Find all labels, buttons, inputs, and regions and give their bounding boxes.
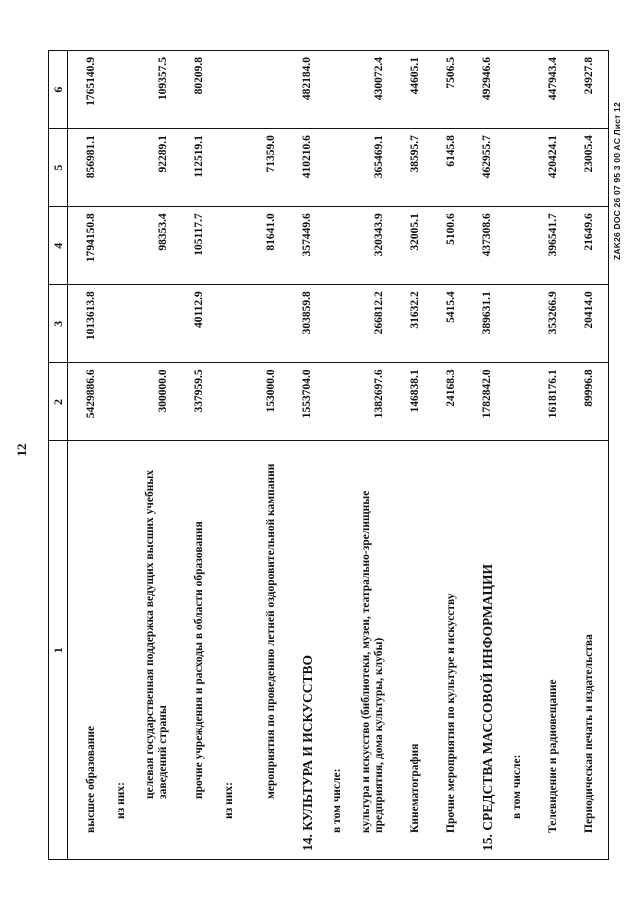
cell-value: 24168.3 xyxy=(428,363,464,441)
table-row xyxy=(500,51,530,860)
column-header-1: 1 xyxy=(49,441,68,860)
cell-value xyxy=(242,285,284,363)
budget-table xyxy=(48,50,609,860)
cell-value: 31632.2 xyxy=(392,285,428,363)
row-label: Прочие мероприятия по культуре и искусству xyxy=(428,441,464,860)
table-row xyxy=(134,51,176,860)
row-label: высшее образование xyxy=(68,441,105,860)
cell-value xyxy=(104,363,134,441)
row-label: в том числе: xyxy=(500,441,530,860)
cell-value: 40112.9 xyxy=(176,285,212,363)
table-row xyxy=(212,51,242,860)
row-label: Телевидение и радиовещание xyxy=(530,441,566,860)
border-cell xyxy=(602,441,609,860)
table-row xyxy=(464,51,500,860)
cell-value xyxy=(320,51,350,129)
cell-value: 396541.7 xyxy=(530,207,566,285)
column-header-row xyxy=(49,51,68,860)
cell-value: 1765140.9 xyxy=(68,51,105,129)
table-row xyxy=(392,51,428,860)
column-header-6: 6 xyxy=(49,51,68,129)
cell-value: 353266.9 xyxy=(530,285,566,363)
column-header-5: 5 xyxy=(49,129,68,207)
cell-value: 462955.7 xyxy=(464,129,500,207)
cell-value xyxy=(212,363,242,441)
row-label: Кинематография xyxy=(392,441,428,860)
row-label: 15. СРЕДСТВА МАССОВОЙ ИНФОРМАЦИИ xyxy=(464,441,500,860)
cell-value xyxy=(212,207,242,285)
cell-value: 24927.8 xyxy=(566,51,602,129)
cell-value: 856981.1 xyxy=(68,129,105,207)
cell-value xyxy=(500,129,530,207)
cell-value xyxy=(500,207,530,285)
cell-value: 98353.4 xyxy=(134,207,176,285)
cell-value: 81641.0 xyxy=(242,207,284,285)
page-number: 12 xyxy=(14,443,29,457)
cell-value: 92289.1 xyxy=(134,129,176,207)
cell-value: 5415.4 xyxy=(428,285,464,363)
border-cell xyxy=(602,51,609,129)
cell-value: 5429886.6 xyxy=(68,363,105,441)
cell-value xyxy=(104,285,134,363)
cell-value: 389631.1 xyxy=(464,285,500,363)
cell-value: 105117.7 xyxy=(176,207,212,285)
cell-value: 492946.6 xyxy=(464,51,500,129)
cell-value: 146838.1 xyxy=(392,363,428,441)
cell-value: 112519.1 xyxy=(176,129,212,207)
cell-value: 20414.0 xyxy=(566,285,602,363)
cell-value: 1794150.8 xyxy=(68,207,105,285)
table-row xyxy=(284,51,320,860)
footer-stamp: ZAK26 DOC 26 07 95 3 00 AC Лист 12 xyxy=(612,102,622,260)
table-row xyxy=(68,51,105,860)
table-row xyxy=(104,51,134,860)
table-row xyxy=(176,51,212,860)
cell-value xyxy=(242,51,284,129)
cell-value: 89996.8 xyxy=(566,363,602,441)
cell-value: 1553704.0 xyxy=(284,363,320,441)
row-label: 14. КУЛЬТУРА И ИСКУССТВО xyxy=(284,441,320,860)
cell-value: 430072.4 xyxy=(350,51,392,129)
table-row xyxy=(350,51,392,860)
cell-value xyxy=(212,129,242,207)
row-label: прочие учреждения и расходы в области образования xyxy=(176,441,212,860)
cell-value: 5100.6 xyxy=(428,207,464,285)
row-label: из них: xyxy=(212,441,242,860)
cell-value xyxy=(500,51,530,129)
cell-value xyxy=(104,51,134,129)
cell-value: 320343.9 xyxy=(350,207,392,285)
cell-value: 6145.8 xyxy=(428,129,464,207)
row-label: культура и искусство (библиотеки, музеи, театрально-зрелищные предприятия, дома культуры, клубы) xyxy=(350,441,392,860)
row-label: целевая государственная поддержка ведущих высших учебных заведений страны xyxy=(134,441,176,860)
row-label: в том числе: xyxy=(320,441,350,860)
cell-value: 44605.1 xyxy=(392,51,428,129)
cell-value xyxy=(500,363,530,441)
cell-value: 300000.0 xyxy=(134,363,176,441)
cell-value: 1013613.8 xyxy=(68,285,105,363)
cell-value: 80209.8 xyxy=(176,51,212,129)
cell-value: 437308.6 xyxy=(464,207,500,285)
cell-value: 365469.1 xyxy=(350,129,392,207)
cell-value xyxy=(320,129,350,207)
row-label: Периодическая печать и издательства xyxy=(566,441,602,860)
cell-value xyxy=(500,285,530,363)
table-row xyxy=(242,51,284,860)
table-row xyxy=(320,51,350,860)
cell-value: 1618176.1 xyxy=(530,363,566,441)
border-cell xyxy=(602,285,609,363)
cell-value xyxy=(320,207,350,285)
cell-value: 410210.6 xyxy=(284,129,320,207)
column-header-4: 4 xyxy=(49,207,68,285)
cell-value: 357449.6 xyxy=(284,207,320,285)
column-header-3: 3 xyxy=(49,285,68,363)
column-header-2: 2 xyxy=(49,363,68,441)
border-cell xyxy=(602,363,609,441)
cell-value: 38595.7 xyxy=(392,129,428,207)
cell-value: 21649.6 xyxy=(566,207,602,285)
cell-value: 266812.2 xyxy=(350,285,392,363)
table-row xyxy=(566,51,602,860)
cell-value: 337959.5 xyxy=(176,363,212,441)
border-cell xyxy=(602,207,609,285)
cell-value: 447943.4 xyxy=(530,51,566,129)
cell-value: 303859.8 xyxy=(284,285,320,363)
cell-value: 482184.0 xyxy=(284,51,320,129)
table-bottom-border xyxy=(602,51,609,860)
row-label: из них: xyxy=(104,441,134,860)
cell-value xyxy=(104,129,134,207)
table-row xyxy=(428,51,464,860)
cell-value xyxy=(134,285,176,363)
table-row xyxy=(530,51,566,860)
cell-value: 7506.5 xyxy=(428,51,464,129)
cell-value: 153000.0 xyxy=(242,363,284,441)
row-label: мероприятия по проведению летней оздоровительной кампании xyxy=(242,441,284,860)
cell-value: 420424.1 xyxy=(530,129,566,207)
cell-value xyxy=(104,207,134,285)
cell-value xyxy=(320,285,350,363)
cell-value xyxy=(212,285,242,363)
cell-value: 32005.1 xyxy=(392,207,428,285)
cell-value: 71359.0 xyxy=(242,129,284,207)
cell-value xyxy=(320,363,350,441)
cell-value: 109357.5 xyxy=(134,51,176,129)
cell-value xyxy=(212,51,242,129)
cell-value: 1382697.6 xyxy=(350,363,392,441)
cell-value: 1782842.0 xyxy=(464,363,500,441)
cell-value: 23005.4 xyxy=(566,129,602,207)
border-cell xyxy=(602,129,609,207)
